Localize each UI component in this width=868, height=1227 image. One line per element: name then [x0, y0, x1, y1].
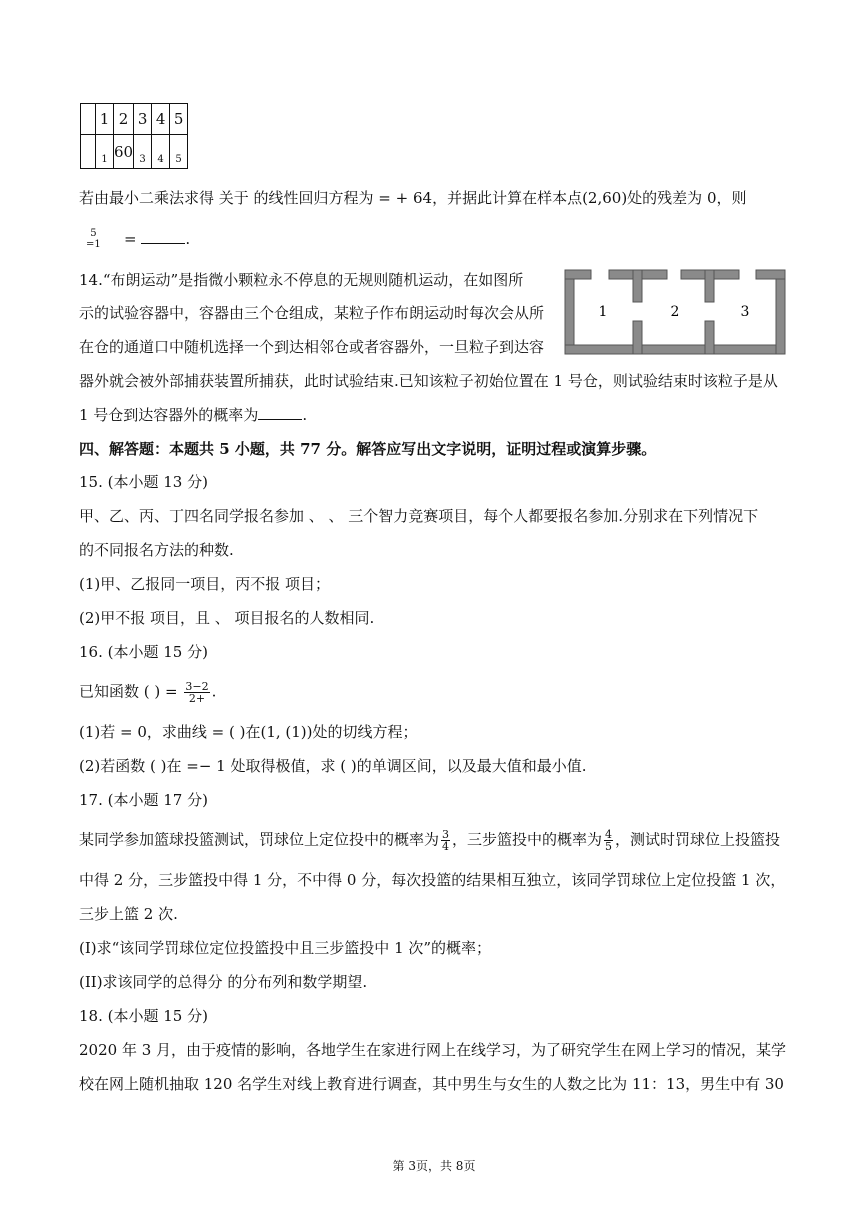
- q15-line2: 的不同报名方法的种数.: [79, 541, 234, 559]
- q16-part2: (2)若函数 ( )在 =− 1 处取得极值，求 ( )的单调区间，以及最大值和最小值.: [79, 757, 587, 775]
- q18-heading: 18. (本小题 15 分): [79, 1007, 208, 1025]
- fraction: $\frac{3}{4}$: [442, 828, 450, 853]
- q15-part2: (2)甲不报 项目，且 、 项目报名的人数相同.: [79, 609, 375, 627]
- table-cell: 60: [114, 135, 134, 169]
- data-table: [80, 103, 188, 169]
- q14-line4: 器外就会被外部捕获装置所捕获，此时试验结束.已知该粒子初始位置在 1 号仓，则试验结束时该粒子是从: [79, 372, 778, 390]
- chamber-label: 1: [598, 304, 608, 320]
- fraction: $\frac{3-2}{2+}$: [185, 680, 209, 705]
- container-diagram: [563, 266, 787, 356]
- table-cell: 5: [170, 135, 188, 169]
- section-heading: 四、解答题：本题共 5 小题，共 77 分。解答应写出文字说明，证明过程或演算步骤。: [79, 440, 657, 458]
- table-cell: 4: [152, 104, 170, 135]
- q14-line5: 1 号仓到达容器外的概率为 .: [79, 406, 308, 424]
- q13-line1: 若由最小二乘法求得 关于 的线性回归方程为 = + 64，并据此计算在样本点(2,60)处的残差为 0，则: [79, 189, 747, 207]
- table-row: [81, 104, 188, 135]
- page-footer: 第 3页，共 8页: [392, 1159, 476, 1173]
- q15-heading: 15. (本小题 13 分): [79, 473, 208, 491]
- q13-line2: = .: [124, 230, 191, 248]
- fraction: $\frac{4}{5}$: [605, 828, 613, 853]
- summation-limits: 5 =1: [86, 228, 101, 250]
- q15-line1: 甲、乙、丙、丁四名同学报名参加 、 、 三个智力竞赛项目，每个人都要报名参加.分别求在下列情况下: [79, 507, 759, 525]
- q14-line3: 在仓的通道口中随机选择一个到达相邻仓或者容器外，一旦粒子到达容: [79, 338, 545, 356]
- q17-line3: 三步上篮 2 次.: [79, 905, 178, 923]
- chamber-label: 3: [740, 304, 750, 320]
- table-cell: 3: [134, 104, 152, 135]
- table-cell: [81, 104, 96, 135]
- table-cell: 3: [134, 135, 152, 169]
- q18-line1: 2020 年 3 月，由于疫情的影响，各地学生在家进行网上在线学习，为了研究学生在网上学习的情况，某学: [79, 1041, 787, 1059]
- answer-blank: [258, 405, 302, 420]
- q17-part1: (I)求“该同学罚球位定位投篮投中且三步篮投中 1 次”的概率；: [79, 939, 492, 957]
- table-cell: [81, 135, 96, 169]
- answer-blank: [141, 229, 185, 244]
- q14-line2: 示的试验容器中，容器由三个仓组成，某粒子作布朗运动时每次会从所: [79, 304, 545, 322]
- chamber-label: 2: [670, 304, 680, 320]
- q16-heading: 16. (本小题 15 分): [79, 643, 208, 661]
- q15-part1: (1)甲、乙报同一项目，丙不报 项目；: [79, 575, 331, 593]
- q16-part1: (1)若 = 0，求曲线 = ( )在(1, (1))处的切线方程；: [79, 723, 418, 741]
- q17-heading: 17. (本小题 17 分): [79, 791, 208, 809]
- q17-line2: 中得 2 分，三步篮投中得 1 分，不中得 0 分，每次投篮的结果相互独立，该同学罚球位上定位投篮 1 次，: [79, 871, 786, 889]
- q14-line1: 14.“布朗运动”是指微小颗粒永不停息的无规则随机运动，在如图所: [79, 271, 524, 289]
- table-cell: 4: [152, 135, 170, 169]
- table-cell: 1: [96, 135, 114, 169]
- q17-line1: 某同学参加篮球投篮测试，罚球位上定位投中的概率为 $\frac{3}{4}$ ，三步篮投中的概率为 $\frac{4}{5}$ ，测试时罚球位上投篮投: [79, 828, 781, 853]
- table-cell: 2: [114, 104, 134, 135]
- table-row: [81, 135, 188, 169]
- table-cell: 5: [170, 104, 188, 135]
- q17-part2: (II)求该同学的总得分 的分布列和数学期望.: [79, 973, 368, 991]
- table-cell: 1: [96, 104, 114, 135]
- q16-intro: 已知函数 ( ) = $\frac{3-2}{2+}$ .: [79, 680, 217, 705]
- q18-line2: 校在网上随机抽取 120 名学生对线上教育进行调查，其中男生与女生的人数之比为 11：13，男生中有 30: [79, 1075, 784, 1093]
